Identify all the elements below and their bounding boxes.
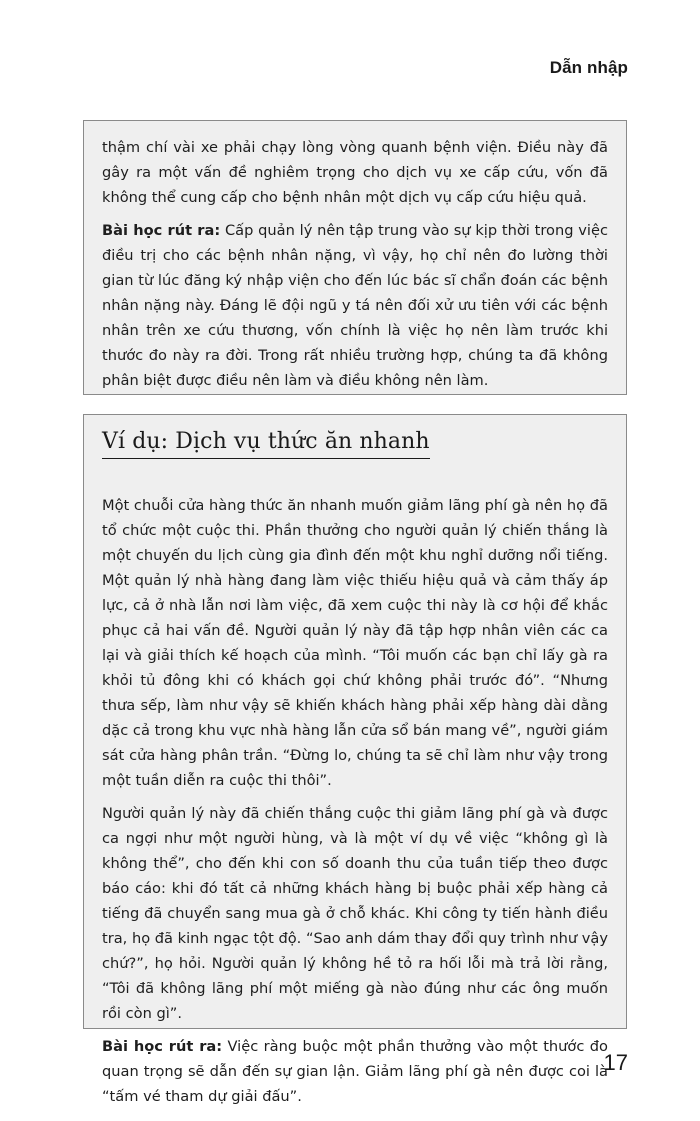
box2-lesson-text: Việc ràng buộc một phần thưởng vào một thước đo quan trọng sẽ dẫn đến sự gian lận. Giảm lãng phí gà nên được coi là “tấm vé tham dự giải đấu”. bbox=[102, 1038, 608, 1105]
box2-paragraph-2: Người quản lý này đã chiến thắng cuộc thi giảm lãng phí gà và được ca ngợi như một người hùng, và là một ví dụ về việc “không gì là không thể”, cho đến khi con số doanh thu của tuần tiếp theo được báo cáo: khi đó tất cả những khách hàng bị buộc phải xếp hàng cả tiếng đã chuyển sang mua gà ở chỗ khác. Khi công ty tiến hành điều tra, họ đã kinh ngạc tột độ. “Sao anh dám thay đổi quy trình như vậy chứ?”, họ hỏi. Người quản lý không hề tỏ ra hối lỗi mà trả lời rằng, “Tôi đã không lãng phí một miếng gà nào đúng như các ông muốn rồi còn gì”. bbox=[102, 805, 608, 1022]
box1-paragraph: thậm chí vài xe phải chạy lòng vòng quanh bệnh viện. Điều này đã gây ra một vấn đề nghiêm trọng cho dịch vụ xe cấp cứu, vốn đã không thể cung cấp cho bệnh nhân một dịch vụ cấp cứu hiệu quả. bbox=[102, 139, 608, 206]
box1-lesson-text: Cấp quản lý nên tập trung vào sự kịp thời trong việc điều trị cho các bệnh nhân nặng, vì vậy, họ chỉ nên đo lường thời gian từ lúc đăng ký nhập viện cho đến lúc bác sĩ chẩn đoán các bệnh nhân nặng này. Đáng lẽ đội ngũ y tá nên đối xử ưu tiên với các bệnh nhân trên xe cứu thương, vốn chính là việc họ nên làm trước khi thước đo này ra đời. Trong rất nhiều trường hợp, chúng ta đã không phân biệt được điều nên làm và điều không nên làm. bbox=[102, 222, 608, 389]
box2-lesson-label: Bài học rút ra: bbox=[102, 1038, 223, 1055]
box2-lesson bbox=[102, 1034, 608, 1109]
box2-paragraph-1: Một chuỗi cửa hàng thức ăn nhanh muốn giảm lãng phí gà nên họ đã tổ chức một cuộc thi. Phần thưởng cho người quản lý chiến thắng là một chuyến du lịch cùng gia đình đến một khu nghỉ dưỡng nổi tiếng. Một quản lý nhà hàng đang làm việc thiếu hiệu quả và cảm thấy áp lực, cả ở nhà lẫn nơi làm việc, đã xem cuộc thi này là cơ hội để khắc phục cả hai vấn đề. Người quản lý này đã tập hợp nhân viên các ca lại và giải thích kế hoạch của mình. “Tôi muốn các bạn chỉ lấy gà ra khỏi tủ đông khi có khách gọi chứ không phải trước đó”. “Nhưng thưa sếp, làm như vậy sẽ khiến khách hàng phải xếp hàng dài dằng dặc cả trong khu vực nhà hàng lẫn cửa sổ bán mang về”, người giám sát cửa hàng phân trần. “Đừng lo, chúng ta sẽ chỉ làm như vậy trong một tuần diễn ra cuộc thi thôi”. bbox=[102, 497, 608, 789]
page-number: 17 bbox=[603, 1050, 628, 1075]
box1-lesson-label: Bài học rút ra: bbox=[102, 222, 221, 239]
running-header: Dẫn nhập bbox=[549, 58, 628, 77]
box1-lesson bbox=[102, 218, 608, 393]
case-study-box-continued bbox=[83, 120, 627, 395]
example-title: Ví dụ: Dịch vụ thức ăn nhanh bbox=[102, 429, 430, 459]
